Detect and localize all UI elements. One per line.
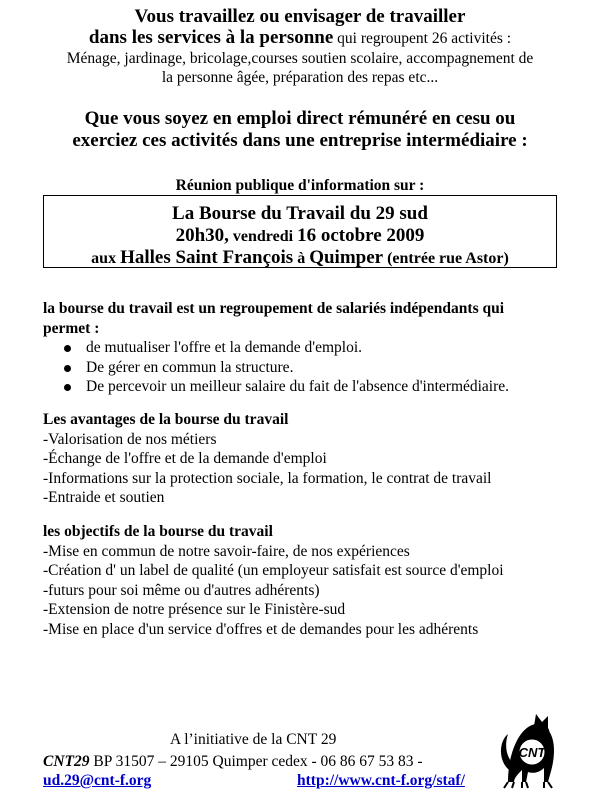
header-line-3: Ménage, jardinage, bricolage,courses soutien scolaire, accompagnement de bbox=[66, 50, 534, 67]
header-services-bold: dans les services à la personne bbox=[88, 27, 334, 48]
footer-address: BP 31507 – 29105 Quimper cedex - 06 86 67 53 83 - bbox=[89, 753, 423, 770]
header-services-rest: qui regroupent 26 activités : bbox=[333, 30, 512, 47]
bullet-dot-icon bbox=[64, 345, 71, 352]
footer-url-link[interactable]: http://www.cnt-f.org/staf/ bbox=[297, 772, 465, 789]
subheader-line-2: exerciez ces activités dans une entreprise intermédiaire : bbox=[72, 130, 528, 151]
meeting-intro: Réunion publique d'information sur : bbox=[175, 177, 425, 194]
definition-section bbox=[43, 299, 563, 397]
objectives-title: les objectifs de la bourse du travail bbox=[43, 523, 273, 540]
objective-item: -Mise en commun de notre savoir-faire, de nos expériences bbox=[43, 542, 410, 560]
definition-bullet-text: de mutualiser l'offre et la demande d'emploi. bbox=[86, 339, 363, 356]
objective-item: -futurs pour soi même ou d'autres adhérents) bbox=[43, 581, 320, 599]
meeting-place-name: Halles Saint François bbox=[120, 247, 294, 268]
objective-item: -Création d' un label de qualité (un employeur satisfait est source d'emploi bbox=[43, 562, 504, 579]
meeting-city: Quimper bbox=[309, 247, 384, 268]
advantage-item: -Entraide et soutien bbox=[43, 489, 165, 506]
meeting-info-box bbox=[43, 195, 557, 268]
footer-initiative: A l’initiative de la CNT 29 bbox=[170, 731, 337, 748]
footer-email-link[interactable]: ud.29@cnt-f.org bbox=[43, 772, 152, 789]
header-line-4: la personne âgée, préparation des repas etc... bbox=[161, 69, 439, 86]
definition-bullet bbox=[43, 338, 563, 358]
meeting-time: 20h30, bbox=[175, 225, 229, 246]
meeting-datetime bbox=[44, 225, 556, 247]
advantages-section bbox=[43, 410, 563, 508]
definition-bullet-text: De gérer en commun la structure. bbox=[86, 358, 294, 376]
footer-contact-line bbox=[43, 752, 423, 771]
bullet-dot-icon bbox=[64, 365, 71, 372]
header-line-2 bbox=[0, 27, 600, 49]
header-line-1: Vous travaillez ou envisager de travailler bbox=[134, 6, 466, 27]
meeting-place-prefix: aux bbox=[91, 250, 121, 267]
objectives-section bbox=[43, 522, 563, 639]
advantages-title: Les avantages de la bourse du travail bbox=[43, 411, 289, 428]
cnt-logo-text: CNT bbox=[518, 745, 546, 760]
meeting-day: vendredi bbox=[228, 228, 298, 245]
advantage-item: -Échange de l'offre et de la demande d'emploi bbox=[43, 450, 327, 467]
subheader-line-1: Que vous soyez en emploi direct rémunéré en cesu ou bbox=[84, 108, 516, 129]
meeting-place bbox=[44, 247, 556, 269]
advantage-item: -Informations sur la protection sociale, la formation, le contrat de travail bbox=[43, 469, 492, 487]
bullet-dot-icon bbox=[64, 384, 71, 391]
objective-item: -Extension de notre présence sur le Finistère-sud bbox=[43, 601, 346, 618]
meeting-title: La Bourse du Travail du 29 sud bbox=[172, 203, 428, 224]
definition-intro-line-1: la bourse du travail est un regroupement de salariés indépendants qui bbox=[43, 300, 505, 317]
meeting-place-mid: à bbox=[293, 250, 310, 267]
definition-bullet-text: De percevoir un meilleur salaire du fait de l'absence d'intermédiaire. bbox=[86, 378, 510, 395]
definition-intro-line-2: permet : bbox=[43, 319, 100, 337]
objective-item: -Mise en place d'un service d'offres et de demandes pour les adhérents bbox=[43, 620, 479, 638]
advantage-item: -Valorisation de nos métiers bbox=[43, 430, 217, 448]
definition-bullet bbox=[43, 377, 563, 397]
definition-bullet-list bbox=[43, 338, 563, 397]
meeting-entrance: (entrée rue Astor) bbox=[383, 250, 509, 267]
cnt-cat-logo-icon bbox=[494, 712, 562, 790]
definition-bullet bbox=[43, 358, 563, 378]
footer-org: CNT29 bbox=[43, 753, 90, 770]
meeting-date: 16 octobre 2009 bbox=[297, 225, 425, 246]
